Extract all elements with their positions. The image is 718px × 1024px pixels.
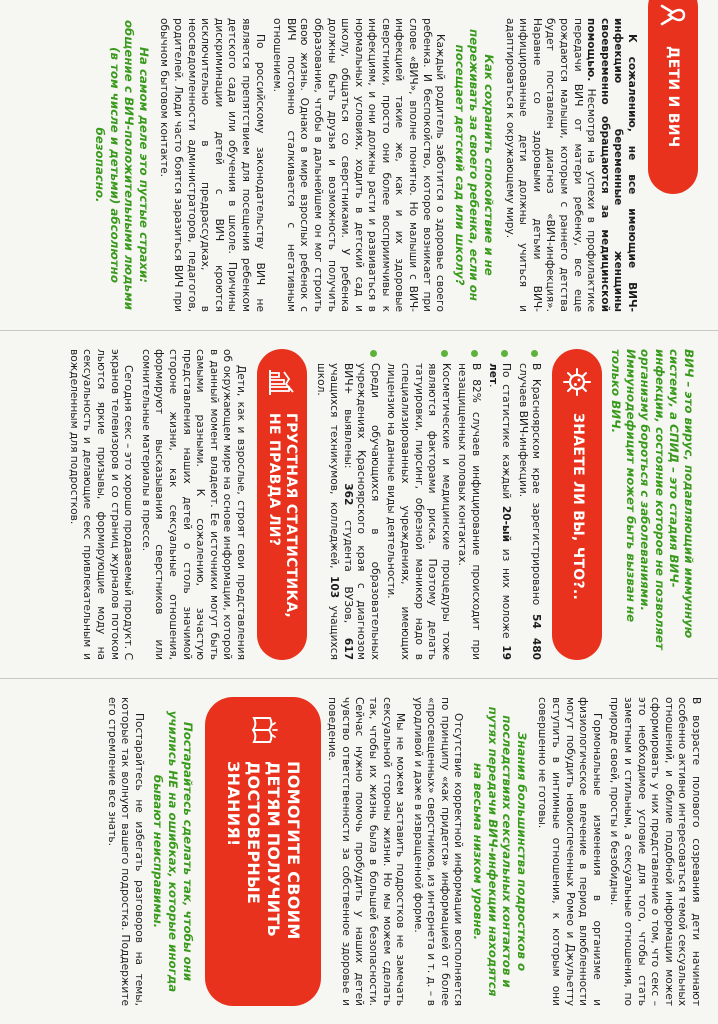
title-banner-help-children [205,697,321,1006]
section-title: ПОМОГИТЕ СВОИМ ДЕТЯМ ПОЛУЧИТЬ ДОСТОВЕРНЫЕ ЗНАНИЯ! [223,761,303,940]
fact-number: 19 лет [486,363,513,660]
paragraph: Постарайтесь не избегать разговоров на темы, которые так волнуют вашего подростка. Поддержите его стремление все знать. [105,697,145,1006]
appeal-statement: Постарайтесь сделать так, чтобы они учились НЕ на ошибках, которые иногда бывают неисправимы. [151,710,195,993]
panel-facts [0,330,718,678]
fact-text: В 82% случаев инфицирование происходит при незащищенных половых контактах. [456,363,483,660]
list-item [313,349,381,660]
fact-number: 20-ый [500,505,513,543]
intro-strong: К сожалению, не все имеющие ВИЧ-инфекцию беременные женщины своевременно обращаются за медицинской помощью. [585,18,638,312]
paragraph: Мы не можем заставить подростков не замечать сексуальной стороны жизни. Но мы можем сделать так, чтобы их жизнь была в большей безопасности. Сейчас нужно помочь пробудить у наших детей чувство ответственности за собственное здоровье и поведение. [326,697,407,1006]
paragraph: Дети, как и взрослые, строят свои представления об окружающем мире на основе информации, которой в данный момент владеют. Ее источники могут быть самыми разными. К сожалению, зачастую представления наших детей о столь значимой стороне жизни, как сексуальные отношения, формируют высказывания сверстников или сомнительные материалы в прессе. [139,349,247,660]
title-banner-sad-statistics [257,349,307,660]
fact-number: 362 [341,483,354,506]
panel-reliable-knowledge [0,678,718,1024]
fact-number: 617 [341,637,354,660]
book-icon [246,713,280,747]
fact-text: случаев ВИЧ-инфекции. [516,363,529,498]
fact-text: учащихся школ. [314,363,341,660]
panel-children-and-hiv [0,0,718,330]
fact-number: 103 [328,576,341,599]
list-item [455,349,482,660]
paragraph: В возрасте полового созревания дети начинают особенно активно интересоваться темой сексуальных отношений, и обилие подобной информации может сформировать у них представление о том, что секс – это необходимое условие для того, чтобы стать заметным и стильным, а сексуальные отношения, по природе своей, просты и безобидны. [608,697,702,1006]
list-item [515,349,542,660]
list-item [485,349,512,660]
paragraph: Отсутствие корректной информации восполняется по принципу «как придется» информацией от более «просвещенных» сверстников, из интернета и т. д. – в уродливой и даже в извращенной форме. [411,697,465,1006]
highlight-statement: Знания большинства подростков о последствиях сексуальных контактов и путях передачи ВИЧ-инфекции находятся на весьма низком уровне. [471,706,529,997]
fact-text: По статистике каждый [500,363,513,506]
paragraph: По российскому законодательству ВИЧ не является препятствием для посещения ребенком детского сада или обучения в школе. Причины дискриминации детей с ВИЧ кроются исключительно в предрассудках, в неосведомленности администраторов, педагогов, родителей. Люди часто боятся заразиться ВИЧ при обычном бытовом контакте. [158,18,266,312]
section-title: ДЕТИ И ВИЧ [665,46,682,148]
fact-text: . [486,384,499,388]
ribbon-icon [656,0,690,32]
fact-text: учащихся техникумов, колледжей, [328,363,341,576]
paragraph: Гормональные изменения в организме и физиологическое влечение в период влюбленности могут побудить новоиспеченных Ромео и Джульетту вступить в интимные отношения, к которым они совершенно не готовы. [536,697,603,1006]
fact-text: студента ВУЗов, [341,505,354,638]
closing-statement: На самом деле это пустые страхи: общение с ВИЧ-положительными людьми (в том числе и детьми) абсолютно безопасно. [93,19,151,311]
paragraph: Каждый родитель заботится о здоровье своего ребенка. И беспокойство, которое возникает при слове «ВИЧ», вполне понятно. Но малыши с ВИЧ-инфекцией такие же, как и их здоровые сверстники, просто они более восприимчивы к инфекциям, и они должны расти и развиваться в нормальных условиях, ходить в детский сад и школу, общаться со сверстниками. У ребенка должны быть друзья и возможность получить образование, чтобы в дальнейшем он мог строить свою жизнь. Однако в мире взрослых ребенок с ВИЧ постоянно сталкивается с негативным отношением. [271,18,447,312]
paragraph: Сегодня секс – это хорошо продаваемый продукт. С экранов телевизоров и со страниц журналов потоком льются яркие призывы, формирующие моду на сексуальность и делающие секс привлекательным и вожделенным для подростков. [67,349,135,660]
chart-icon [265,365,299,399]
virus-icon [560,365,594,399]
hiv-definition: ВИЧ – это вирус, подавляющий иммунную систему, а СПИД – это стадия ВИЧ-инфекции, состояние которое не позволяет организму бороться с заболеваниями. Иммунодефицит может быть вызван не только ВИЧ. [609,349,696,650]
fact-text: из них моложе [500,542,513,646]
fact-text: В Красноярском крае зарегистрировано [530,363,543,615]
section-title: ЗНАЕТЕ ЛИ ВЫ, ЧТО?.. [569,413,586,601]
section-title: ГРУСТНАЯ СТАТИСТИКА, НЕ ПРАВДА ЛИ? [265,413,299,619]
question-heading: Как сохранить спокойствие и не переживать за своего ребенка, если он посещает детский сад или школу? [452,29,497,301]
fact-number: 54 480 [530,614,543,661]
title-banner-did-you-know [552,349,602,660]
title-banner-children-hiv [648,0,698,194]
intro-paragraph [502,18,638,312]
facts-list [313,349,543,660]
fact-text: Среди обучающихся в образовательных учреждениях Красноярского края с диагнозом ВИЧ+ выявлены: [341,363,381,660]
fact-text: Косметические и медицинские процедуры тоже являются факторами риска. Поэтому делать татуировки, пирсинг, обрезной маникюр надо в специализированных учреждениях, имеющих лицензию на данные виды деятельности. [385,363,452,660]
intro-rest: Несмотря на успехи в профилактике передачи ВИЧ от матери ребенку, все еще рождаются малыши, которым с раннего детства будет поставлен диагноз «ВИЧ-инфекция». Наравне со здоровыми детьми ВИЧ-инфицированные дети должны учиться и адаптироваться к окружающему миру. [503,18,598,312]
list-item [384,349,452,660]
